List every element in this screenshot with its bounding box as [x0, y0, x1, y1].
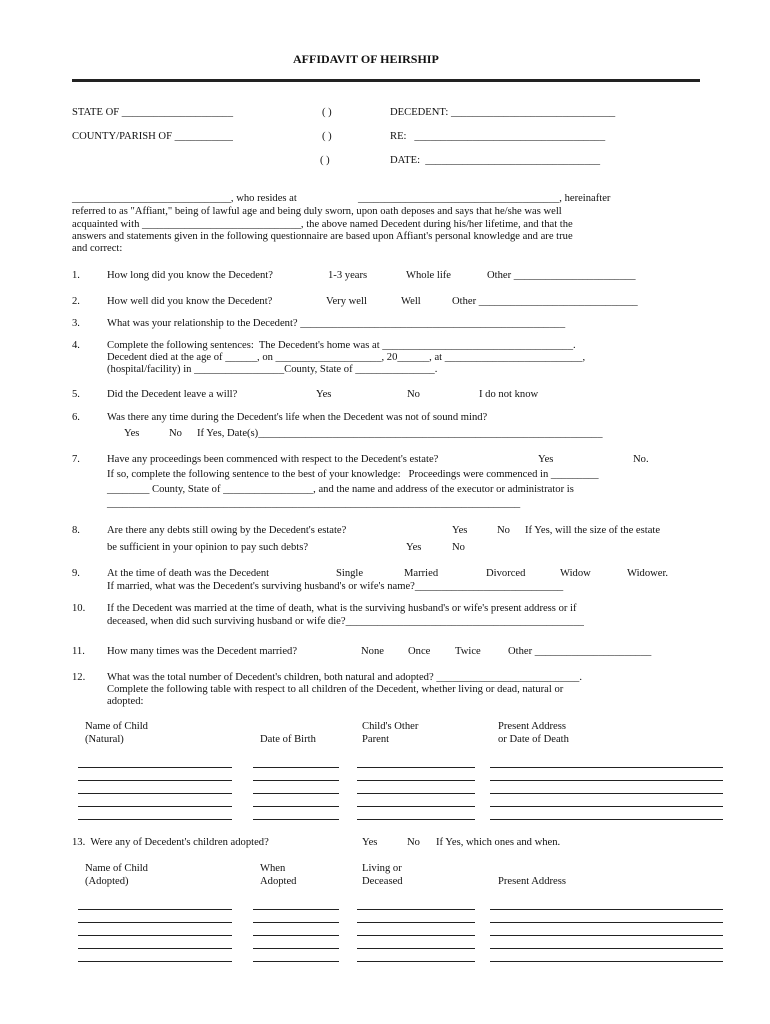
q9-option-single[interactable]: Single: [336, 568, 364, 579]
q10-number: 10.: [72, 603, 86, 614]
q9-option-married[interactable]: Married: [404, 568, 439, 579]
blank-line[interactable]: [357, 767, 475, 768]
table2-col-living-a: Living or: [362, 863, 402, 874]
q8-option-no[interactable]: No: [497, 525, 510, 536]
q4-number: 4.: [72, 340, 80, 351]
q11-option-none[interactable]: None: [361, 646, 384, 657]
blank-line[interactable]: [253, 948, 339, 949]
q2-option-2[interactable]: Well: [401, 296, 421, 307]
blank-line[interactable]: [357, 922, 475, 923]
blank-line[interactable]: [490, 948, 723, 949]
table1-col-name-b: (Natural): [85, 734, 124, 745]
title-rule: [72, 79, 700, 82]
q6-line-1: Was there any time during the Decedent's life when the Decedent was not of sound mind?: [107, 412, 488, 423]
blank-line[interactable]: [78, 819, 232, 820]
paren-3: ( ): [320, 155, 330, 166]
table1-col-parent-a: Child's Other: [362, 721, 419, 732]
q12-line-3: adopted:: [107, 696, 144, 707]
blank-line[interactable]: [78, 780, 232, 781]
q7-number: 7.: [72, 454, 80, 465]
q6-option-yes[interactable]: Yes: [124, 428, 140, 439]
q13-option-no[interactable]: No: [407, 837, 420, 848]
q7-line-4[interactable]: ______________________________________________________________________________: [107, 498, 521, 509]
blank-line[interactable]: [490, 935, 723, 936]
q6-option-no[interactable]: No: [169, 428, 182, 439]
paren-2: ( ): [322, 131, 332, 142]
table2-col-name-a: Name of Child: [85, 863, 148, 874]
q12-line-1[interactable]: What was the total number of Decedent's children, both natural and adopted? ___________________________.: [107, 672, 582, 683]
table1-col-address-a: Present Address: [498, 721, 566, 732]
q7-line-1: Have any proceedings been commenced with respect to the Decedent's estate?: [107, 454, 439, 465]
q1-option-1[interactable]: 1-3 years: [328, 270, 368, 281]
q11-option-once[interactable]: Once: [408, 646, 431, 657]
blank-line[interactable]: [490, 793, 723, 794]
blank-line[interactable]: [253, 767, 339, 768]
table1-col-address-b: or Date of Death: [498, 734, 569, 745]
blank-line[interactable]: [253, 935, 339, 936]
blank-line[interactable]: [357, 793, 475, 794]
paren-1: ( ): [322, 107, 332, 118]
table2-col-when-a: When: [260, 863, 286, 874]
table1-col-dob: Date of Birth: [260, 734, 316, 745]
q10-line-1: If the Decedent was married at the time of death, what is the surviving husband's or wife's present address or if: [107, 603, 577, 614]
q4-line-1[interactable]: Complete the following sentences: The Decedent's home was at ____________________________________.: [107, 340, 576, 351]
blank-line[interactable]: [78, 767, 232, 768]
blank-line[interactable]: [253, 961, 339, 962]
blank-line[interactable]: [253, 780, 339, 781]
blank-line[interactable]: [490, 767, 723, 768]
blank-line[interactable]: [78, 793, 232, 794]
q9-number: 9.: [72, 568, 80, 579]
q4-line-2[interactable]: Decedent died at the age of ______, on ____________________, 20______, at __________________________,: [107, 352, 586, 363]
table2-col-name-b: (Adopted): [85, 876, 129, 887]
blank-line[interactable]: [490, 961, 723, 962]
re-field[interactable]: RE: ____________________________________: [390, 131, 606, 142]
q2-option-1[interactable]: Very well: [326, 296, 367, 307]
table1-col-parent-b: Parent: [362, 734, 390, 745]
q13-option-yes[interactable]: Yes: [362, 837, 378, 848]
q12-line-2: Complete the following table with respect to all children of the Decedent, whether living or dead, natural or: [107, 684, 564, 695]
q8-followup: If Yes, will the size of the estate: [525, 525, 661, 536]
q4-line-3[interactable]: (hospital/facility) in _________________County, State of _______________.: [107, 364, 438, 375]
q9-option-widow[interactable]: Widow: [560, 568, 591, 579]
state-field[interactable]: STATE OF _____________________: [72, 107, 234, 118]
table2-col-address: Present Address: [498, 876, 566, 887]
blank-line[interactable]: [253, 793, 339, 794]
intro-line-2: referred to as "Affiant," being of lawful age and being duly sworn, upon oath deposes and says that he/she was well: [72, 206, 562, 217]
q6-dates-field[interactable]: If Yes, Date(s)_________________________________________________________________: [197, 428, 603, 439]
q3-text[interactable]: What was your relationship to the Decedent? __________________________________________________: [107, 318, 566, 329]
q8-option-yes-2[interactable]: Yes: [406, 542, 422, 553]
q7-option-no[interactable]: No.: [633, 454, 649, 465]
table1-col-name-a: Name of Child: [85, 721, 148, 732]
table2-col-when-b: Adopted: [260, 876, 297, 887]
q13-text: 13. Were any of Decedent's children adopted?: [72, 837, 269, 848]
q9-option-widower[interactable]: Widower.: [627, 568, 669, 579]
blank-line[interactable]: [490, 780, 723, 781]
q2-number: 2.: [72, 296, 80, 307]
blank-line[interactable]: [78, 922, 232, 923]
date-field[interactable]: DATE: _________________________________: [390, 155, 601, 166]
q7-line-3[interactable]: ________ County, State of _________________, and the name and address of the executor or administrator is: [107, 484, 574, 495]
blank-line[interactable]: [253, 819, 339, 820]
q11-option-other[interactable]: Other ______________________: [508, 646, 652, 657]
blank-line[interactable]: [253, 922, 339, 923]
blank-line[interactable]: [357, 909, 475, 910]
intro-line-5: and correct:: [72, 243, 123, 254]
blank-line[interactable]: [490, 909, 723, 910]
q8-line-2: be sufficient in your opinion to pay such debts?: [107, 542, 309, 553]
q9-option-divorced[interactable]: Divorced: [486, 568, 526, 579]
page-title: AFFIDAVIT OF HEIRSHIP: [293, 52, 439, 66]
q9-line-1: At the time of death was the Decedent: [107, 568, 270, 579]
q2-option-other[interactable]: Other ______________________________: [452, 296, 638, 307]
q8-line-1: Are there any debts still owing by the Decedent's estate?: [107, 525, 347, 536]
blank-line[interactable]: [357, 819, 475, 820]
q6-number: 6.: [72, 412, 80, 423]
blank-line[interactable]: [357, 780, 475, 781]
blank-line[interactable]: [357, 948, 475, 949]
q5-text: Did the Decedent leave a will?: [107, 389, 238, 400]
blank-line[interactable]: [490, 806, 723, 807]
county-field[interactable]: COUNTY/PARISH OF ___________: [72, 131, 233, 142]
q12-number: 12.: [72, 672, 86, 683]
q7-line-2[interactable]: If so, complete the following sentence to the best of your knowledge: Proceedings were commenced in _________: [107, 469, 599, 480]
q13-followup: If Yes, which ones and when.: [436, 837, 561, 848]
blank-line[interactable]: [357, 935, 475, 936]
q3-number: 3.: [72, 318, 80, 329]
intro-line-1a[interactable]: ______________________________, who resides at: [72, 193, 297, 204]
q1-number: 1.: [72, 270, 80, 281]
q11-option-twice[interactable]: Twice: [455, 646, 481, 657]
blank-line[interactable]: [357, 961, 475, 962]
q8-option-yes[interactable]: Yes: [452, 525, 468, 536]
q2-text: How well did you know the Decedent?: [107, 296, 273, 307]
blank-line[interactable]: [78, 935, 232, 936]
q5-option-unknown[interactable]: I do not know: [479, 389, 539, 400]
blank-line[interactable]: [78, 961, 232, 962]
blank-line[interactable]: [253, 909, 339, 910]
decedent-field[interactable]: DECEDENT: _______________________________: [390, 107, 616, 118]
q5-option-yes[interactable]: Yes: [316, 389, 332, 400]
blank-line[interactable]: [78, 948, 232, 949]
q9-line-2[interactable]: If married, what was the Decedent's surviving husband's or wife's name?____________________________: [107, 581, 564, 592]
intro-line-3[interactable]: acquainted with ______________________________, the above named Decedent during his/her lifetime, and that the: [72, 219, 573, 230]
blank-line[interactable]: [357, 806, 475, 807]
table2-col-living-b: Deceased: [362, 876, 403, 887]
blank-line[interactable]: [490, 922, 723, 923]
q8-option-no-2[interactable]: No: [452, 542, 465, 553]
blank-line[interactable]: [253, 806, 339, 807]
q11-number: 11.: [72, 646, 85, 657]
q5-number: 5.: [72, 389, 80, 400]
intro-line-1b[interactable]: ______________________________________, hereinafter: [358, 193, 611, 204]
q1-option-other[interactable]: Other _______________________: [487, 270, 636, 281]
q1-option-2[interactable]: Whole life: [406, 270, 452, 281]
q1-text: How long did you know the Decedent?: [107, 270, 273, 281]
blank-line[interactable]: [490, 819, 723, 820]
blank-line[interactable]: [78, 806, 232, 807]
q5-option-no[interactable]: No: [407, 389, 420, 400]
q7-option-yes[interactable]: Yes: [538, 454, 554, 465]
blank-line[interactable]: [78, 909, 232, 910]
intro-line-4: answers and statements given in the following questionnaire are based upon Affiant's personal knowledge and are true: [72, 231, 573, 242]
q8-number: 8.: [72, 525, 80, 536]
q10-line-2[interactable]: deceased, when did such surviving husband or wife die?_____________________________________________: [107, 616, 584, 627]
q11-text: How many times was the Decedent married?: [107, 646, 298, 657]
